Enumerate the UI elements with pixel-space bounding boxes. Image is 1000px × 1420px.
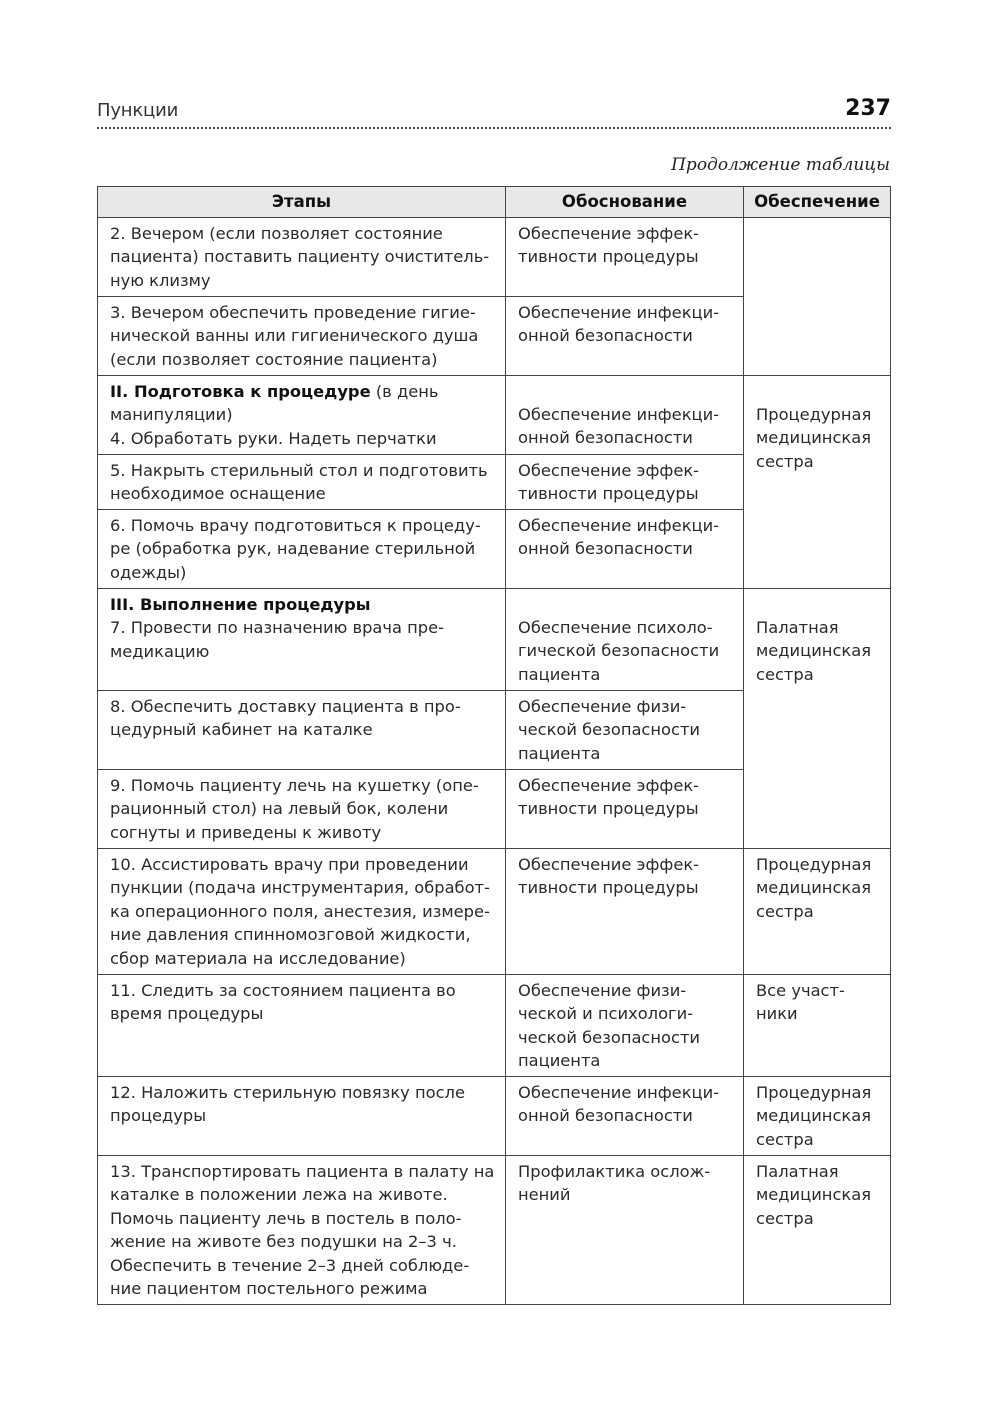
stage-text: 7. Провести по назначению врача пре-медикацию [110, 618, 445, 661]
provider-cell: Процедурная медицинская сестра [744, 1077, 891, 1156]
table-row [98, 218, 891, 297]
rationale-cell: Обеспечение физи-ческой безопасности пациента [506, 691, 744, 770]
table-row [98, 589, 891, 691]
table-row [98, 975, 891, 1077]
stage-cell: 8. Обеспечить доставку пациента в про-цедурный кабинет на каталке [98, 691, 506, 770]
column-header-provider: Обеспечение [744, 187, 891, 218]
table-header-row [98, 187, 891, 218]
stage-cell: 13. Транспортировать пациента в палату на каталке в положении лежа на животе. Помочь пациенту лечь в постель в поло-жение на животе без подушки на 2–3 ч. Обеспечить в течение 2–3 дней соблюде-ние пациентом постельного режима [98, 1156, 506, 1305]
rationale-cell: Обеспечение эффек-тивности процедуры [506, 770, 744, 849]
rationale-cell: Обеспечение инфекци-онной безопасности [506, 376, 744, 455]
stage-cell [98, 376, 506, 455]
page-number: 237 [845, 96, 891, 121]
rationale-cell: Обеспечение эффек-тивности процедуры [506, 218, 744, 297]
table-row [98, 1077, 891, 1156]
rationale-cell: Обеспечение инфекци-онной безопасности [506, 297, 744, 376]
provider-cell [744, 218, 891, 376]
stage-cell: 5. Накрыть стерильный стол и подготовить необходимое оснащение [98, 455, 506, 510]
rationale-cell: Обеспечение эффек-тивности процедуры [506, 849, 744, 975]
stage-cell: 9. Помочь пациенту лечь на кушетку (опе-рационный стол) на левый бок, колени согнуты и приведены к животу [98, 770, 506, 849]
rationale-cell: Обеспечение инфекци-онной безопасности [506, 510, 744, 589]
rationale-cell: Обеспечение инфекци-онной безопасности [506, 1077, 744, 1156]
rationale-cell: Профилактика ослож-нений [506, 1156, 744, 1305]
stage-cell: 12. Наложить стерильную повязку после процедуры [98, 1077, 506, 1156]
table-row [98, 849, 891, 975]
running-title: Пункции [97, 100, 179, 121]
stage-cell: 10. Ассистировать врачу при проведении пункции (подача инструментария, обработ-ка операционного поля, анестезия, измере-ние давления спинномозговой жидкости, сбор материала на исследование) [98, 849, 506, 975]
provider-cell: Палатная медицинская сестра [744, 1156, 891, 1305]
provider-cell: Палатная медицинская сестра [744, 589, 891, 849]
table-row [98, 376, 891, 455]
stage-cell [98, 589, 506, 691]
rationale-cell: Обеспечение физи-ческой и психологи-ческой безопасности пациента [506, 975, 744, 1077]
page-header [97, 96, 891, 132]
stage-cell: 2. Вечером (если позволяет состояние пациента) поставить пациенту очиститель-ную клизму [98, 218, 506, 297]
header-dotted-rule [97, 127, 891, 129]
section-heading: II. Подготовка к процедуре [110, 382, 371, 401]
provider-cell: Все участ-ники [744, 975, 891, 1077]
provider-cell: Процедурная медицинская сестра [744, 376, 891, 589]
procedure-table [97, 186, 891, 1305]
stage-cell: 6. Помочь врачу подготовиться к процеду-ре (обработка рук, надевание стерильной одежды) [98, 510, 506, 589]
section-heading: III. Выполнение процедуры [110, 595, 371, 614]
stage-cell: 11. Следить за состоянием пациента во время процедуры [98, 975, 506, 1077]
column-header-rationale: Обоснование [506, 187, 744, 218]
section-note: (в день манипуляции) [110, 382, 439, 425]
table-row [98, 1156, 891, 1305]
rationale-cell: Обеспечение психоло-гической безопасности пациента [506, 589, 744, 691]
provider-cell: Процедурная медицинская сестра [744, 849, 891, 975]
table-caption: Продолжение таблицы [671, 155, 890, 175]
rationale-cell: Обеспечение эффек-тивности процедуры [506, 455, 744, 510]
stage-cell: 3. Вечером обеспечить проведение гигие-нической ванны или гигиенического душа (если позволяет состояние пациента) [98, 297, 506, 376]
column-header-stages: Этапы [98, 187, 506, 218]
stage-text: 4. Обработать руки. Надеть перчатки [110, 428, 437, 448]
